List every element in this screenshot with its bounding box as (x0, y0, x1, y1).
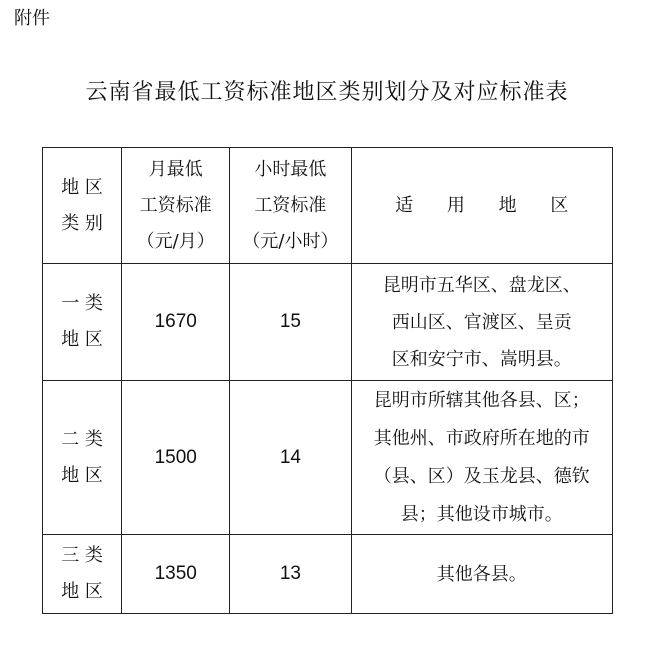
header-text: 适 用 地 区 (395, 194, 583, 216)
region-line: 县；其他设市城市。 (400, 503, 563, 525)
category-cell (43, 381, 122, 535)
hourly-wage-cell (230, 535, 351, 614)
category-cell (43, 264, 122, 381)
table-row (43, 535, 613, 614)
table-row (43, 264, 613, 381)
hourly-wage-value: 13 (279, 563, 301, 584)
monthly-wage-value: 1350 (154, 563, 197, 584)
header-text: 工资标准 (139, 194, 212, 216)
header-cell-hourly (230, 148, 351, 264)
page-title: 云南省最低工资标准地区类别划分及对应标准表 (85, 80, 569, 105)
category-cell (43, 535, 122, 614)
header-text: 类 别 (61, 212, 103, 234)
monthly-wage-cell (122, 535, 230, 614)
header-text: 小时最低 (254, 158, 327, 180)
region-line: 西山区、官渡区、呈贡 (391, 311, 572, 333)
header-cell-category (43, 148, 122, 264)
category-text: 地 区 (61, 329, 103, 350)
header-text: 工资标准 (254, 194, 327, 216)
category-text: 二 类 (61, 428, 103, 450)
region-line: 昆明市五华区、盘龙区、 (382, 274, 581, 296)
monthly-wage-cell (122, 264, 230, 381)
hourly-wage-cell (230, 264, 351, 381)
header-cell-monthly (122, 148, 230, 264)
header-text: 地 区 (61, 176, 103, 198)
monthly-wage-value: 1670 (154, 311, 197, 332)
hourly-wage-value: 14 (279, 446, 301, 468)
header-cell-regions (351, 148, 612, 264)
regions-cell (351, 535, 612, 614)
header-text: （元/月） (136, 230, 215, 252)
wage-standards-table (42, 147, 613, 614)
table-header-row (43, 148, 613, 264)
attachment-label: 附件 (14, 8, 50, 29)
category-text: 一 类 (61, 293, 103, 314)
table-row (43, 381, 613, 535)
category-text: 三 类 (61, 545, 103, 566)
hourly-wage-cell (230, 381, 351, 535)
monthly-wage-value: 1500 (154, 446, 197, 468)
region-line: 其他州、市政府所在地的市 (373, 427, 590, 449)
regions-cell (351, 381, 612, 535)
header-text: （元/小时） (242, 230, 339, 252)
region-line: 昆明市所辖其他各县、区； (373, 389, 590, 411)
region-line: （县、区）及玉龙县、德钦 (373, 465, 590, 487)
category-text: 地 区 (61, 581, 103, 602)
monthly-wage-cell (122, 381, 230, 535)
regions-cell (351, 264, 612, 381)
category-text: 地 区 (61, 464, 103, 486)
region-line: 区和安宁市、嵩明县。 (391, 348, 572, 370)
header-text: 月最低 (148, 158, 203, 180)
region-line: 其他各县。 (436, 563, 527, 585)
hourly-wage-value: 15 (279, 311, 301, 332)
